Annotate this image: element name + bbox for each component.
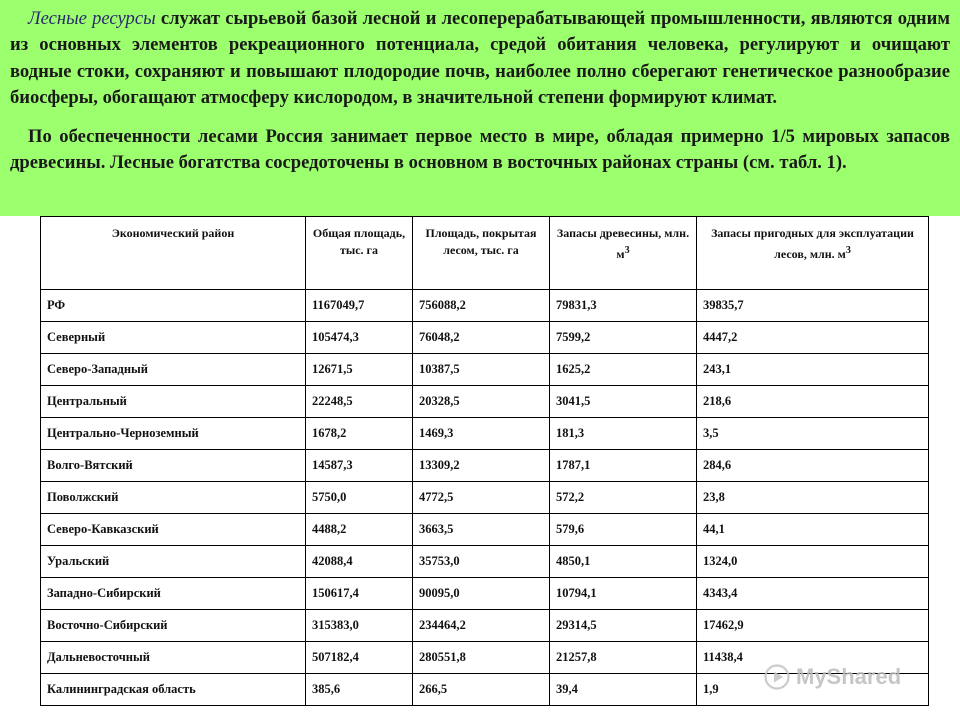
cell-usable: 1,9: [697, 674, 929, 706]
play-logo-icon: [764, 664, 790, 690]
cell-region: Северо-Кавказский: [41, 514, 306, 546]
cell-forest: 266,5: [413, 674, 550, 706]
cell-area: 1678,2: [306, 418, 413, 450]
cell-region: Северный: [41, 322, 306, 354]
cell-area: 315383,0: [306, 610, 413, 642]
cell-reserves: 181,3: [550, 418, 697, 450]
intro-paragraph-2: По обеспеченности лесами Россия занимает первое место в мире, обладая примерно 1/5 мировых запасов древесины. Лесные богатства сосредоточены в основном в восточных районах страны (см. табл. 1).: [10, 125, 950, 174]
cell-region: Западно-Сибирский: [41, 578, 306, 610]
cell-usable: 39835,7: [697, 290, 929, 322]
cell-area: 22248,5: [306, 386, 413, 418]
cell-reserves: 21257,8: [550, 642, 697, 674]
cell-forest: 76048,2: [413, 322, 550, 354]
cell-region: Поволжский: [41, 482, 306, 514]
cell-forest: 3663,5: [413, 514, 550, 546]
watermark: [764, 662, 944, 692]
cell-reserves: 79831,3: [550, 290, 697, 322]
intro-paragraph-1: [10, 6, 950, 112]
cell-region: Калининградская область: [41, 674, 306, 706]
cell-forest: 280551,8: [413, 642, 550, 674]
table-header-row: [41, 217, 929, 290]
watermark-text: MyShared: [796, 664, 902, 689]
cell-reserves: 1787,1: [550, 450, 697, 482]
cell-forest: 13309,2: [413, 450, 550, 482]
cell-usable: 3,5: [697, 418, 929, 450]
header-usable: [697, 217, 929, 290]
cell-forest: 4772,5: [413, 482, 550, 514]
cell-usable: 23,8: [697, 482, 929, 514]
table-row: [41, 418, 929, 450]
cell-region: Центрально-Черноземный: [41, 418, 306, 450]
cell-region: РФ: [41, 290, 306, 322]
table-row: [41, 290, 929, 322]
highlight-term: Лесные ресурсы: [28, 8, 156, 29]
cell-reserves: 29314,5: [550, 610, 697, 642]
table-row: [41, 386, 929, 418]
header-usable-sup: 3: [845, 245, 851, 256]
header-usable-text: Запасы пригодных для эксплуатации лесов, млн. м: [711, 226, 914, 261]
cell-usable: 243,1: [697, 354, 929, 386]
table-row: [41, 578, 929, 610]
cell-usable: 11438,4: [697, 642, 929, 674]
cell-region: Волго-Вятский: [41, 450, 306, 482]
cell-usable: 44,1: [697, 514, 929, 546]
cell-area: 385,6: [306, 674, 413, 706]
table-row: [41, 514, 929, 546]
cell-area: 4488,2: [306, 514, 413, 546]
cell-forest: 10387,5: [413, 354, 550, 386]
cell-reserves: 39,4: [550, 674, 697, 706]
cell-area: 507182,4: [306, 642, 413, 674]
forest-resources-table: [40, 216, 929, 706]
cell-reserves: 3041,5: [550, 386, 697, 418]
table-row: [41, 482, 929, 514]
cell-region: Восточно-Сибирский: [41, 610, 306, 642]
cell-forest: 1469,3: [413, 418, 550, 450]
paragraph-1-text: служат сырьевой базой лесной и лесоперерабатывающей промышленности, являются одним из основных элементов рекреационного потенциала, средой обитания человека, регулируют и очищают водные стоки, сохраняют и повышают плодородие почв, наиболее полно сберегают генетическое разнообразие биосферы, обогащают атмосферу кислородом, в значительной степени формируют климат.: [10, 8, 950, 109]
cell-usable: 17462,9: [697, 610, 929, 642]
header-reserves-sup: 3: [624, 245, 630, 256]
table-row: [41, 354, 929, 386]
table-body: [41, 290, 929, 706]
cell-forest: 234464,2: [413, 610, 550, 642]
cell-usable: 4343,4: [697, 578, 929, 610]
cell-region: Северо-Западный: [41, 354, 306, 386]
cell-reserves: 10794,1: [550, 578, 697, 610]
cell-area: 12671,5: [306, 354, 413, 386]
cell-area: 14587,3: [306, 450, 413, 482]
cell-reserves: 572,2: [550, 482, 697, 514]
cell-area: 42088,4: [306, 546, 413, 578]
cell-area: 150617,4: [306, 578, 413, 610]
cell-reserves: 7599,2: [550, 322, 697, 354]
table-row: [41, 546, 929, 578]
intro-text-box: [0, 0, 960, 216]
cell-forest: 35753,0: [413, 546, 550, 578]
cell-area: 5750,0: [306, 482, 413, 514]
cell-region: Дальневосточный: [41, 642, 306, 674]
cell-usable: 284,6: [697, 450, 929, 482]
table-row: [41, 322, 929, 354]
cell-forest: 90095,0: [413, 578, 550, 610]
cell-usable: 4447,2: [697, 322, 929, 354]
cell-usable: 1324,0: [697, 546, 929, 578]
header-reserves-text: Запасы древесины, млн. м: [556, 226, 690, 261]
header-area: Общая площадь, тыс. га: [306, 217, 413, 290]
cell-forest: 756088,2: [413, 290, 550, 322]
cell-region: Центральный: [41, 386, 306, 418]
cell-reserves: 579,6: [550, 514, 697, 546]
table-row: [41, 610, 929, 642]
cell-usable: 218,6: [697, 386, 929, 418]
cell-region: Уральский: [41, 546, 306, 578]
table-row: [41, 450, 929, 482]
cell-reserves: 1625,2: [550, 354, 697, 386]
cell-reserves: 4850,1: [550, 546, 697, 578]
header-region: Экономический район: [41, 217, 306, 290]
cell-area: 105474,3: [306, 322, 413, 354]
header-forest-area: Площадь, покрытая лесом, тыс. га: [413, 217, 550, 290]
header-reserves: [550, 217, 697, 290]
cell-area: 1167049,7: [306, 290, 413, 322]
cell-forest: 20328,5: [413, 386, 550, 418]
